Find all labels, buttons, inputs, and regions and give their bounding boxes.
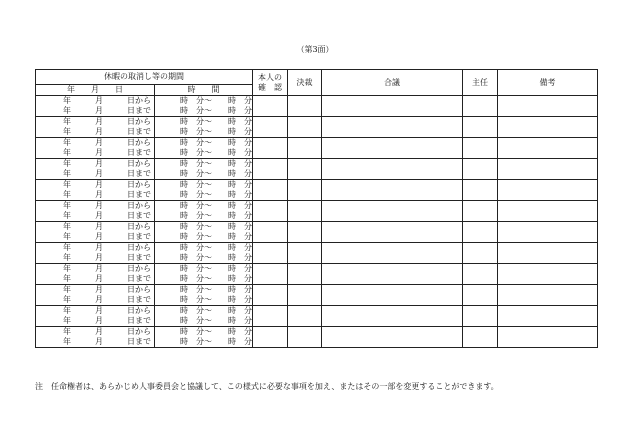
- from-time-cell[interactable]: 時 分～ 時 分: [155, 327, 253, 338]
- from-time-cell[interactable]: 時 分～ 時 分: [155, 180, 253, 191]
- consultation-cell[interactable]: [322, 285, 463, 306]
- consultation-cell[interactable]: [322, 117, 463, 138]
- from-date-cell[interactable]: 年 月 日から: [36, 285, 155, 296]
- decision-cell[interactable]: [288, 306, 322, 327]
- table-row: [36, 180, 598, 191]
- consultation-cell[interactable]: [322, 243, 463, 264]
- from-date-cell[interactable]: 年 月 日から: [36, 306, 155, 317]
- page-label: （第3面）: [296, 45, 334, 54]
- chief-cell[interactable]: [463, 117, 498, 138]
- chief-cell[interactable]: [463, 180, 498, 201]
- from-date-cell[interactable]: 年 月 日から: [36, 180, 155, 191]
- confirm-cell[interactable]: [253, 159, 288, 180]
- to-time-cell[interactable]: 時 分～ 時 分: [155, 127, 253, 138]
- consultation-cell[interactable]: [322, 327, 463, 348]
- remarks-cell[interactable]: [498, 138, 598, 159]
- remarks-cell[interactable]: [498, 243, 598, 264]
- remarks-cell[interactable]: [498, 117, 598, 138]
- table-row: [36, 96, 598, 107]
- decision-cell[interactable]: [288, 243, 322, 264]
- from-date-cell[interactable]: 年 月 日から: [36, 201, 155, 212]
- decision-cell[interactable]: [288, 117, 322, 138]
- confirm-cell[interactable]: [253, 264, 288, 285]
- remarks-cell[interactable]: [498, 159, 598, 180]
- remarks-cell[interactable]: [498, 306, 598, 327]
- confirm-cell[interactable]: [253, 327, 288, 348]
- consultation-cell[interactable]: [322, 201, 463, 222]
- decision-cell[interactable]: [288, 327, 322, 348]
- confirm-cell[interactable]: [253, 201, 288, 222]
- confirm-cell[interactable]: [253, 285, 288, 306]
- consultation-cell[interactable]: [322, 306, 463, 327]
- header-confirm-line1: 本人の: [258, 72, 282, 82]
- from-time-cell[interactable]: 時 分～ 時 分: [155, 264, 253, 275]
- decision-cell[interactable]: [288, 285, 322, 306]
- consultation-cell[interactable]: [322, 222, 463, 243]
- table-row: [36, 138, 598, 149]
- to-date-cell[interactable]: 年 月 日まで: [36, 337, 155, 348]
- chief-cell[interactable]: [463, 285, 498, 306]
- confirm-cell[interactable]: [253, 306, 288, 327]
- to-date-cell[interactable]: 年 月 日まで: [36, 148, 155, 159]
- decision-cell[interactable]: [288, 180, 322, 201]
- decision-cell[interactable]: [288, 159, 322, 180]
- to-time-cell[interactable]: 時 分～ 時 分: [155, 211, 253, 222]
- to-date-cell[interactable]: 年 月 日まで: [36, 190, 155, 201]
- header-consultation: 合議: [322, 70, 463, 96]
- chief-cell[interactable]: [463, 327, 498, 348]
- from-date-cell[interactable]: 年 月 日から: [36, 138, 155, 149]
- remarks-cell[interactable]: [498, 180, 598, 201]
- to-date-cell[interactable]: 年 月 日まで: [36, 127, 155, 138]
- from-date-cell[interactable]: 年 月 日から: [36, 222, 155, 233]
- chief-cell[interactable]: [463, 222, 498, 243]
- header-confirm: [253, 70, 288, 96]
- from-date-cell[interactable]: 年 月 日から: [36, 243, 155, 254]
- from-date-cell[interactable]: 年 月 日から: [36, 159, 155, 170]
- to-date-cell[interactable]: 年 月 日まで: [36, 211, 155, 222]
- confirm-cell[interactable]: [253, 180, 288, 201]
- table-row: [36, 243, 598, 254]
- from-time-cell[interactable]: 時 分～ 時 分: [155, 285, 253, 296]
- header-decision: 決裁: [288, 70, 322, 96]
- table-row: [36, 264, 598, 275]
- to-time-cell[interactable]: 時 分～ 時 分: [155, 253, 253, 264]
- chief-cell[interactable]: [463, 159, 498, 180]
- confirm-cell[interactable]: [253, 96, 288, 117]
- chief-cell[interactable]: [463, 96, 498, 117]
- remarks-cell[interactable]: [498, 222, 598, 243]
- from-date-cell[interactable]: 年 月 日から: [36, 117, 155, 128]
- confirm-cell[interactable]: [253, 222, 288, 243]
- cancellation-table: [35, 69, 598, 348]
- from-time-cell[interactable]: 時 分～ 時 分: [155, 117, 253, 128]
- subheader-time: 時 間: [155, 85, 253, 96]
- chief-cell[interactable]: [463, 264, 498, 285]
- from-time-cell[interactable]: 時 分～ 時 分: [155, 201, 253, 212]
- chief-cell[interactable]: [463, 201, 498, 222]
- table-row: [36, 117, 598, 128]
- chief-cell[interactable]: [463, 306, 498, 327]
- to-date-cell[interactable]: 年 月 日まで: [36, 169, 155, 180]
- decision-cell[interactable]: [288, 138, 322, 159]
- confirm-cell[interactable]: [253, 117, 288, 138]
- table-row: [36, 285, 598, 296]
- consultation-cell[interactable]: [322, 96, 463, 117]
- to-time-cell[interactable]: 時 分～ 時 分: [155, 190, 253, 201]
- table-row: [36, 327, 598, 338]
- chief-cell[interactable]: [463, 243, 498, 264]
- table-row: [36, 159, 598, 170]
- to-time-cell[interactable]: 時 分～ 時 分: [155, 295, 253, 306]
- from-time-cell[interactable]: 時 分～ 時 分: [155, 138, 253, 149]
- to-date-cell[interactable]: 年 月 日まで: [36, 274, 155, 285]
- consultation-cell[interactable]: [322, 264, 463, 285]
- decision-cell[interactable]: [288, 264, 322, 285]
- remarks-cell[interactable]: [498, 264, 598, 285]
- decision-cell[interactable]: [288, 222, 322, 243]
- table-row: [36, 201, 598, 212]
- from-time-cell[interactable]: 時 分～ 時 分: [155, 243, 253, 254]
- from-time-cell[interactable]: 時 分～ 時 分: [155, 222, 253, 233]
- remarks-cell[interactable]: [498, 327, 598, 348]
- decision-cell[interactable]: [288, 201, 322, 222]
- to-time-cell[interactable]: 時 分～ 時 分: [155, 337, 253, 348]
- from-date-cell[interactable]: 年 月 日から: [36, 327, 155, 338]
- from-date-cell[interactable]: 年 月 日から: [36, 96, 155, 107]
- chief-cell[interactable]: [463, 138, 498, 159]
- remarks-cell[interactable]: [498, 201, 598, 222]
- from-date-cell[interactable]: 年 月 日から: [36, 264, 155, 275]
- to-time-cell[interactable]: 時 分～ 時 分: [155, 316, 253, 327]
- to-time-cell[interactable]: 時 分～ 時 分: [155, 169, 253, 180]
- to-date-cell[interactable]: 年 月 日まで: [36, 232, 155, 243]
- to-date-cell[interactable]: 年 月 日まで: [36, 316, 155, 327]
- from-time-cell[interactable]: 時 分～ 時 分: [155, 159, 253, 170]
- from-time-cell[interactable]: 時 分～ 時 分: [155, 306, 253, 317]
- consultation-cell[interactable]: [322, 138, 463, 159]
- to-time-cell[interactable]: 時 分～ 時 分: [155, 274, 253, 285]
- header-remarks: 備考: [498, 70, 598, 96]
- to-time-cell[interactable]: 時 分～ 時 分: [155, 106, 253, 117]
- table-row: [36, 222, 598, 233]
- remarks-cell[interactable]: [498, 96, 598, 117]
- table-row: [36, 306, 598, 317]
- from-time-cell[interactable]: 時 分～ 時 分: [155, 96, 253, 107]
- header-period: 休暇の取消し等の期間: [36, 70, 253, 85]
- to-time-cell[interactable]: 時 分～ 時 分: [155, 232, 253, 243]
- confirm-cell[interactable]: [253, 243, 288, 264]
- header-confirm-line2: 確 認: [258, 82, 282, 92]
- remarks-cell[interactable]: [498, 285, 598, 306]
- consultation-cell[interactable]: [322, 159, 463, 180]
- decision-cell[interactable]: [288, 96, 322, 117]
- to-date-cell[interactable]: 年 月 日まで: [36, 295, 155, 306]
- header-chief: 主任: [463, 70, 498, 96]
- subheader-date: 年 月 日: [36, 85, 155, 96]
- to-time-cell[interactable]: 時 分～ 時 分: [155, 148, 253, 159]
- consultation-cell[interactable]: [322, 180, 463, 201]
- to-date-cell[interactable]: 年 月 日まで: [36, 106, 155, 117]
- confirm-cell[interactable]: [253, 138, 288, 159]
- to-date-cell[interactable]: 年 月 日まで: [36, 253, 155, 264]
- footnote: 注 任命権者は、あらかじめ人事委員会と協議して、この様式に必要な事項を加え、またはその一部を変更することができます。: [35, 382, 499, 391]
